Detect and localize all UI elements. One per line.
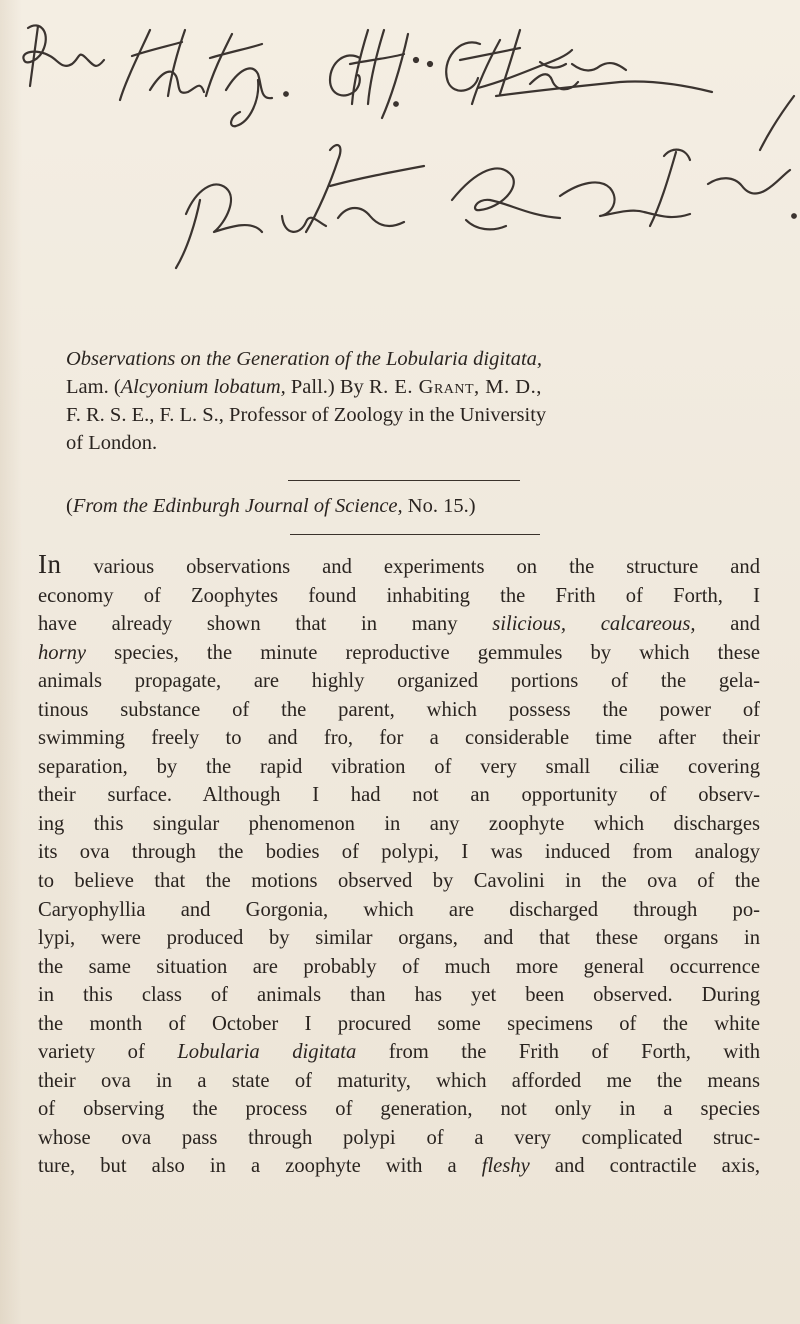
body-line [38,1038,760,1067]
body-line [38,1124,760,1153]
body-line [38,953,760,982]
body-text-run: from the Frith of Forth, with [356,1041,760,1064]
source-citation [66,492,746,520]
body-line [38,896,760,925]
body-text-run: ture, but also in a zoophyte with a [38,1155,482,1178]
body-text-run: swimming freely to and fro, for a considerable time after their [38,727,760,750]
body-line [38,838,760,867]
body-line [38,1067,760,1096]
body-text-run: the same situation are probably of much more general occurrence [38,955,760,978]
heading-line-3: F. R. S. E., F. L. S., Professor of Zoology in the University [66,404,547,426]
divider-rule-bottom [290,534,540,535]
handwritten-inscription [0,0,800,290]
italic-term: Lobularia digitata [177,1041,357,1064]
body-line [38,1010,760,1039]
body-text-run: and [695,613,760,636]
body-text-run: economy of Zoophytes found inhabiting the Frith of Forth, I [38,584,760,607]
body-text-run: separation, by the rapid vibration of very small ciliæ covering [38,755,760,778]
body-line [38,667,760,696]
body-text-run: lypi, were produced by similar organs, and that these organs in [38,927,760,950]
body-text-run: whose ova pass through polypi of a very complicated struc- [38,1126,760,1149]
body-text-run: its ova through the bodies of polypi, I was induced from analogy [38,841,760,864]
body-text-run: and contractile axis, [529,1155,760,1178]
source-number: No. 15.) [402,495,476,517]
body-text-run: animals propagate, are highly organized portions of the gela- [38,670,760,693]
body-line [38,696,760,725]
body-line [38,810,760,839]
body-line [38,610,760,639]
italic-term: fleshy [481,1155,530,1178]
body-text-run: in this class of animals than has yet been observed. During [38,984,760,1007]
heading-line-4: of London. [66,432,158,454]
body-line [38,781,760,810]
body-text-run: have already shown that in many [38,613,493,636]
heading-line-1 [66,345,746,373]
heading-line-2 [66,373,746,401]
body-text-run: variety of [38,1041,178,1064]
opening-word: In [38,549,62,579]
heading-prefix: Lam. ( [66,376,121,398]
body-line [38,1152,760,1181]
body-paragraph [38,550,760,1181]
body-line [38,639,760,668]
body-line [38,981,760,1010]
body-text-run: tinous substance of the parent, which possess the power of [38,698,760,721]
article-heading [66,345,746,457]
article-title: Observations on the Generation of the Lobularia digitata, [66,348,543,370]
heading-mid: Pall.) By [285,376,369,398]
source-open: ( [66,495,73,517]
body-text-run: their ova in a state of maturity, which afforded me the means [38,1069,760,1092]
body-text-run: ing this singular phenomenon in any zoophyte which discharges [38,812,760,835]
body-line [38,924,760,953]
body-line [38,582,760,611]
italic-term: silicious, calcareous, [492,613,696,636]
body-line [38,550,760,582]
body-text-run: of observing the process of generation, not only in a species [38,1098,760,1121]
author-name: R. E. Grant, M. D., [368,376,542,398]
synonym-name: Alcyonium lobatum, [120,376,286,398]
divider-rule-top [288,480,520,481]
body-text-run: Caryophyllia and Gorgonia, which are discharged through po- [38,898,760,921]
body-line [38,1095,760,1124]
body-line [38,867,760,896]
body-text-run: species, the minute reproductive gemmules by which these [86,641,760,664]
body-text-run: to believe that the motions observed by Cavolini in the ova of the [38,870,760,893]
body-line [38,753,760,782]
italic-term: horny [38,641,87,664]
body-line [38,724,760,753]
source-journal: From the Edinburgh Journal of Science, [72,495,403,517]
body-text-run: various observations and experiments on the structure and [61,556,760,578]
body-text-run: the month of October I procured some specimens of the white [38,1012,760,1035]
body-text-run: their surface. Although I had not an opportunity of observ- [38,784,760,807]
